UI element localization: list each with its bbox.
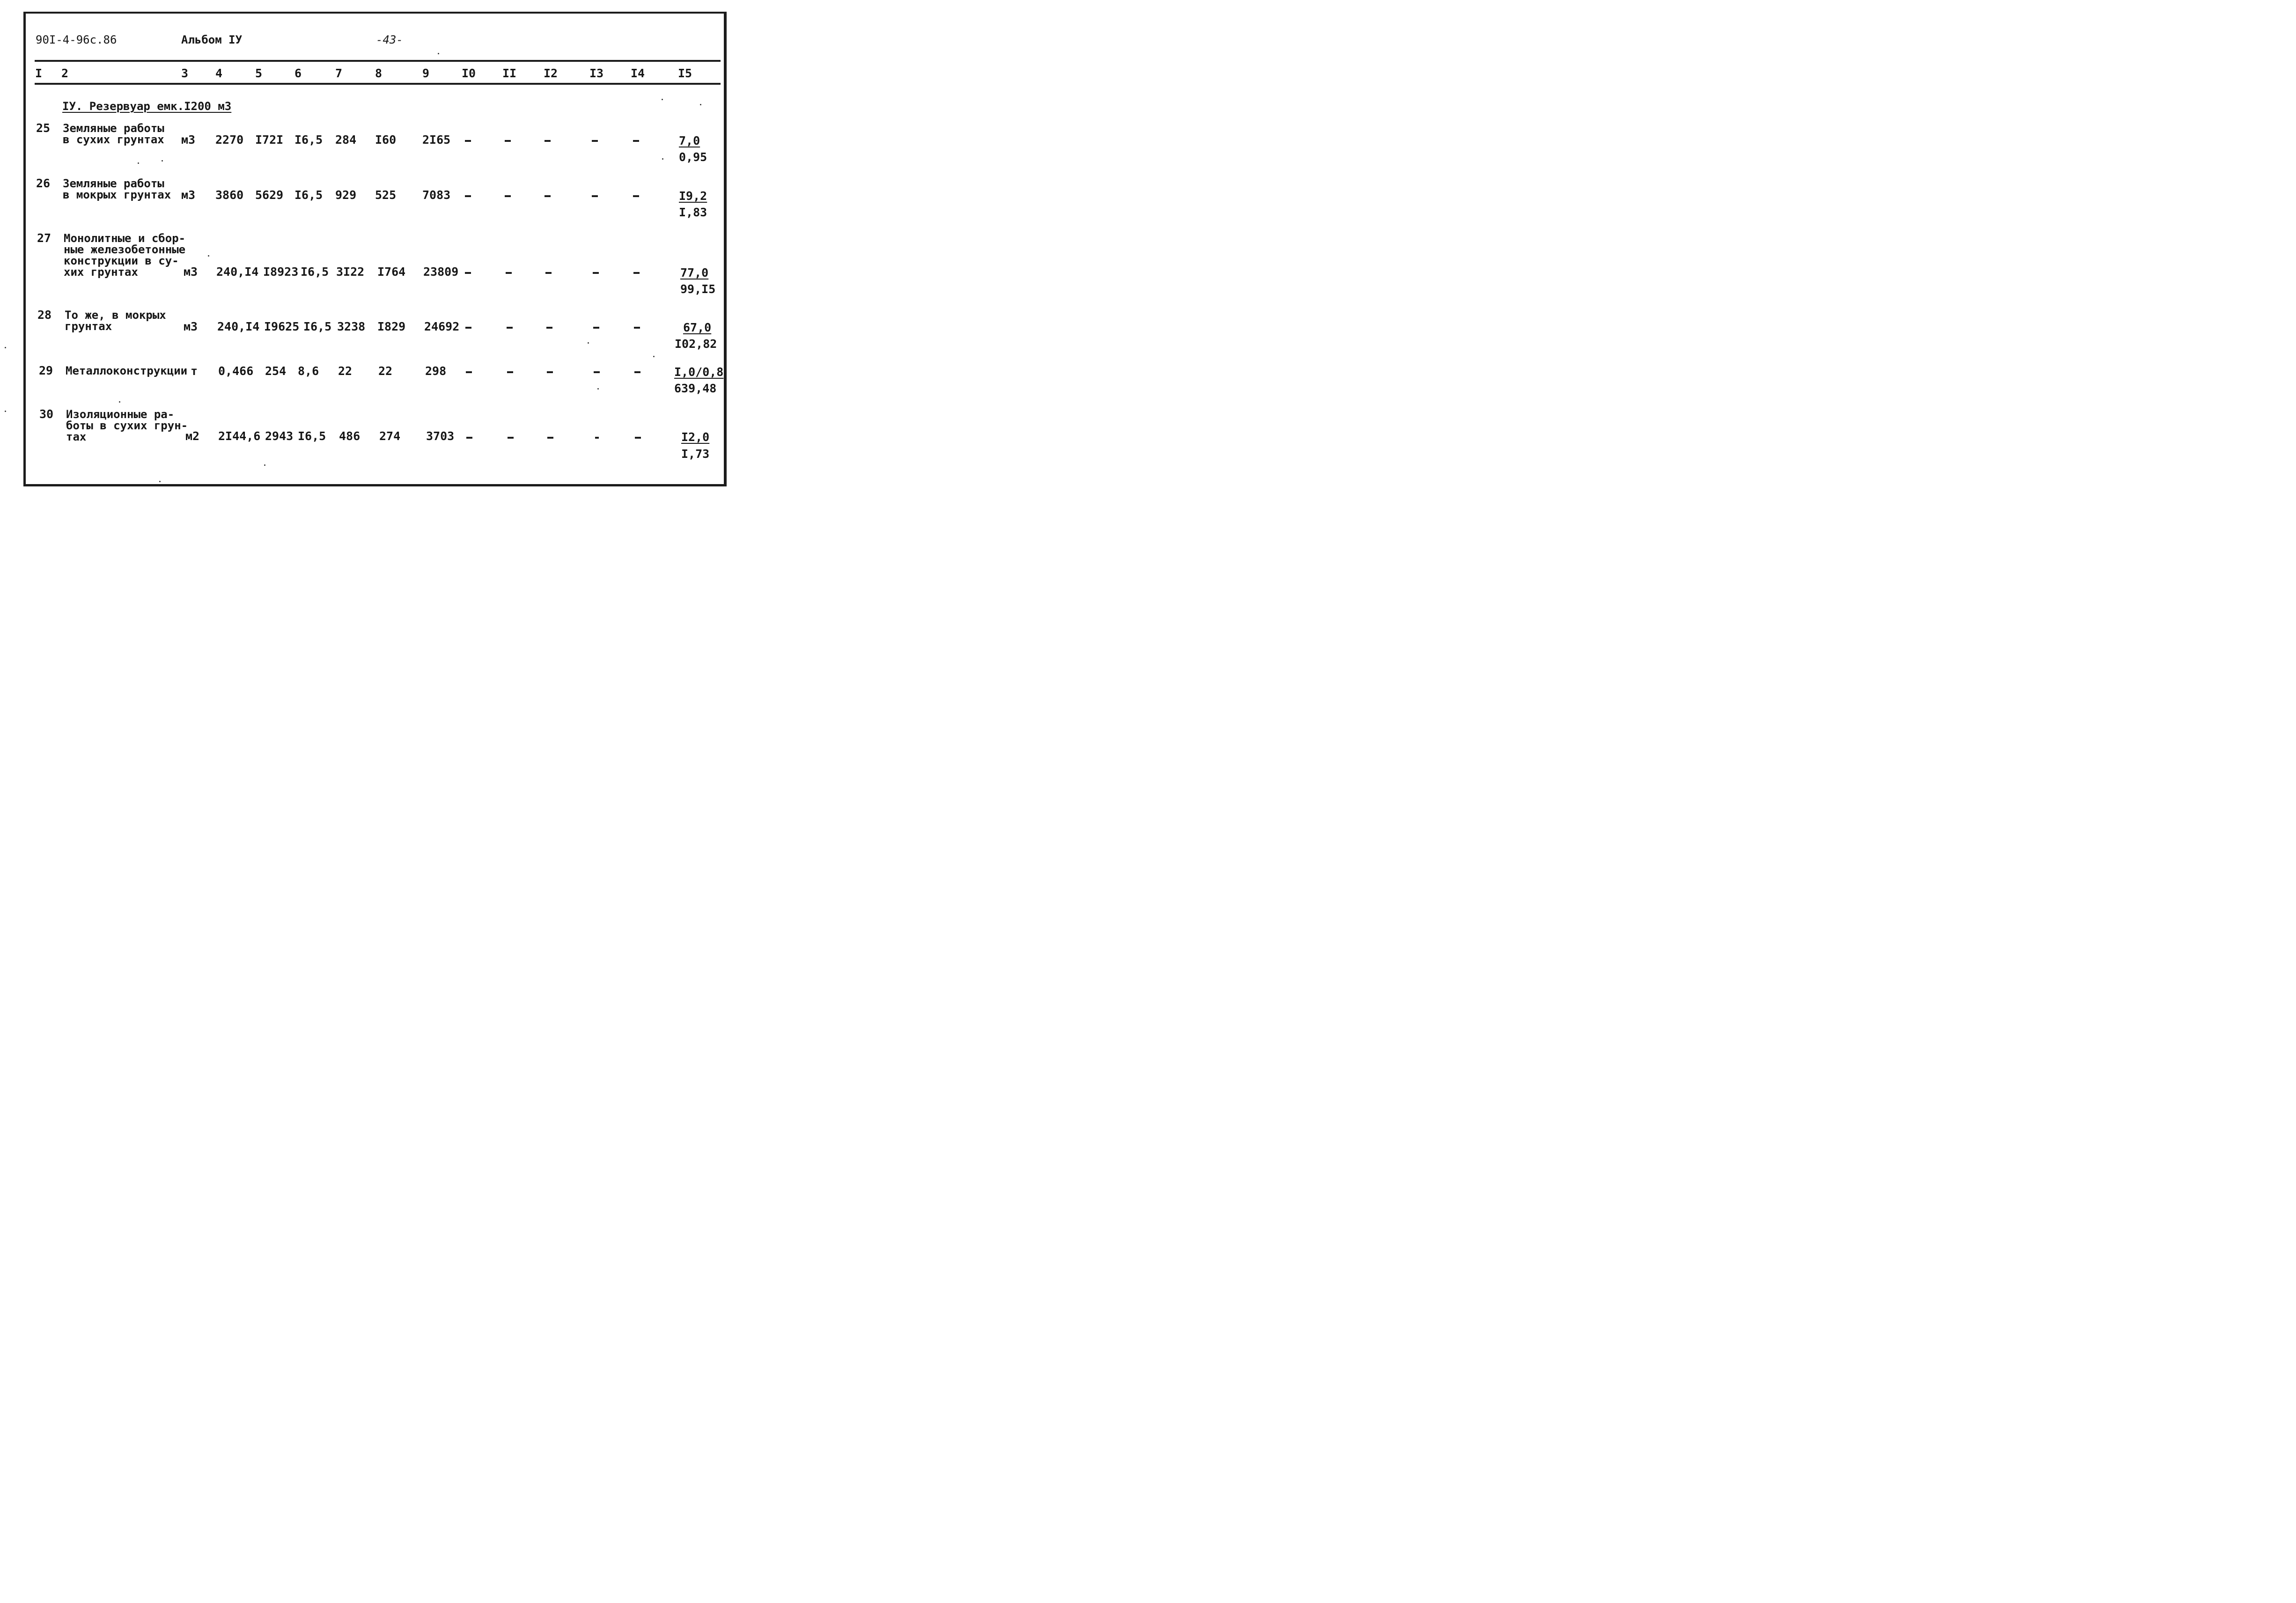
work-name-line: хих грунтах: [64, 265, 138, 279]
cell-col9: 298: [425, 364, 447, 378]
col15-bottom: I02,82: [675, 337, 717, 351]
cell-col8: 274: [379, 429, 401, 443]
unit: м3: [181, 188, 196, 202]
column-header: 7: [335, 66, 343, 80]
column-header: 5: [255, 66, 263, 80]
dash-col12: [545, 195, 551, 197]
dash-col10: [466, 437, 472, 439]
cell-col6: I6,5: [294, 133, 323, 147]
dash-col12: [546, 327, 552, 329]
cell-col7: 486: [339, 429, 361, 443]
unit: м3: [184, 265, 198, 279]
cell-col8: I829: [377, 320, 406, 333]
col15-bottom: 99,I5: [680, 282, 716, 296]
col15-bottom: 639,48: [674, 382, 717, 395]
cell-col6: I6,5: [303, 320, 332, 333]
col15-bottom: I,73: [681, 447, 710, 461]
column-header: II: [502, 66, 517, 80]
cell-col5: 5629: [255, 188, 284, 202]
dash-col14: [634, 371, 640, 373]
work-name-line: в мокрых грунтах: [63, 188, 171, 201]
cell-col9: 2I65: [422, 133, 451, 147]
work-name-line: Земляные работы: [63, 177, 164, 190]
unit: т: [191, 364, 198, 378]
cell-col9: 3703: [426, 429, 455, 443]
row-number: 30: [39, 407, 54, 421]
dash-col14: [635, 437, 641, 439]
scan-speck: [662, 158, 663, 160]
dash-col12: [547, 371, 553, 373]
work-name-line: Металлоконструкции: [66, 364, 188, 377]
cell-col8: 22: [378, 364, 393, 378]
doc-code: 90I-4-96с.86: [36, 33, 117, 46]
cell-col4: 240,I4: [216, 265, 259, 279]
header-rule-top: [35, 60, 721, 62]
dash-col13: [592, 195, 598, 197]
scan-speck: [162, 160, 163, 162]
col15-top: I,0/0,8: [674, 365, 724, 379]
cell-col6: I6,5: [301, 265, 329, 279]
col15-top: 7,0: [679, 134, 700, 147]
dash-col14: [634, 327, 640, 329]
column-header: I5: [678, 66, 692, 80]
cell-col9: 7083: [422, 188, 451, 202]
scan-speck: [264, 464, 265, 466]
cell-col8: I60: [375, 133, 397, 147]
cell-col4: 0,466: [218, 364, 254, 378]
row-number: 28: [37, 308, 52, 322]
scan-speck: [597, 388, 599, 390]
cell-col4: 2I44,6: [218, 429, 261, 443]
dash-col10: [465, 327, 471, 329]
scan-speck: [5, 411, 6, 412]
dash-col12: [547, 437, 553, 439]
dash-col10: [465, 272, 471, 274]
cell-col9: 24692: [424, 320, 460, 333]
cell-col7: 3238: [337, 320, 366, 333]
work-name-line: Земляные работы: [63, 122, 164, 135]
column-header: I0: [462, 66, 476, 80]
column-header: 3: [181, 66, 189, 80]
dash-col14: [633, 195, 639, 197]
cell-col4: 3860: [215, 188, 244, 202]
scan-speck: [588, 342, 589, 344]
column-header: I3: [589, 66, 604, 80]
dash-col11: [505, 140, 511, 142]
work-name-line: Изоляционные ра-: [66, 408, 175, 421]
dash-col11: [507, 327, 513, 329]
col15-bottom: I,83: [679, 206, 707, 219]
cell-col8: I764: [377, 265, 406, 279]
dash-col13: [593, 272, 599, 274]
dash-col10: [465, 140, 471, 142]
scan-speck: [438, 53, 439, 54]
work-name-line: То же, в мокрых: [65, 309, 166, 322]
cell-col7: 929: [335, 188, 357, 202]
col15-top: I2,0: [681, 430, 710, 444]
scan-speck: [138, 162, 139, 164]
column-header: 4: [215, 66, 223, 80]
cell-col6: I6,5: [298, 429, 326, 443]
work-name-line: ные железобетонные: [64, 243, 186, 256]
cell-col7: 3I22: [336, 265, 365, 279]
work-name-line: грунтах: [65, 320, 112, 333]
dash-col14: [633, 272, 640, 274]
dash-col11: [506, 272, 512, 274]
cell-col5: I8923: [263, 265, 299, 279]
unit: м3: [184, 320, 198, 333]
column-header: 8: [375, 66, 383, 80]
dash-col12: [545, 140, 551, 142]
cell-col6: 8,6: [298, 364, 319, 378]
cell-col9: 23809: [423, 265, 459, 279]
row-number: 29: [39, 364, 53, 377]
scan-speck: [208, 255, 209, 257]
col15-bottom: 0,95: [679, 150, 707, 164]
dash-col10: [466, 371, 472, 373]
dash-col13: [594, 371, 600, 373]
dash-col12: [545, 272, 552, 274]
dash-col13: [592, 140, 598, 142]
scan-speck: [159, 481, 161, 482]
cell-col5: 254: [265, 364, 287, 378]
cell-col5: 2943: [265, 429, 294, 443]
row-number: 27: [37, 231, 52, 245]
dash-col13: [595, 437, 599, 439]
scan-speck: [653, 356, 655, 357]
row-number: 25: [36, 121, 51, 135]
column-header: 2: [61, 66, 69, 80]
work-name-line: конструкции в су-: [64, 254, 179, 267]
dash-col11: [508, 437, 514, 439]
unit: м3: [181, 133, 196, 147]
section-title: IУ. Резервуар емк.I200 м3: [62, 100, 232, 113]
col15-top: 67,0: [683, 321, 712, 334]
cell-col8: 525: [375, 188, 397, 202]
column-header: I2: [544, 66, 558, 80]
header-rule-bottom: [35, 83, 721, 85]
column-header: 9: [422, 66, 430, 80]
column-header: I: [35, 66, 43, 80]
scan-speck: [700, 104, 701, 105]
cell-col7: 22: [338, 364, 353, 378]
cell-col7: 284: [335, 133, 357, 147]
scan-speck: [662, 99, 663, 100]
column-header: 6: [294, 66, 302, 80]
work-name-line: боты в сухих грун-: [66, 419, 188, 432]
cell-col4: 240,I4: [217, 320, 260, 333]
cell-col5: I72I: [255, 133, 284, 147]
dash-col14: [633, 140, 639, 142]
dash-col11: [507, 371, 513, 373]
dash-col13: [593, 327, 599, 329]
cell-col6: I6,5: [294, 188, 323, 202]
cell-col5: I9625: [264, 320, 300, 333]
scan-speck: [119, 401, 120, 403]
dash-col10: [465, 195, 471, 197]
work-name-line: тах: [66, 430, 87, 443]
work-name-line: в сухих грунтах: [63, 133, 164, 146]
cell-col4: 2270: [215, 133, 244, 147]
row-number: 26: [36, 176, 51, 190]
work-name-line: Монолитные и сбор-: [64, 232, 186, 245]
album-label: Альбом IУ: [181, 33, 243, 46]
page-number: -43-: [376, 33, 403, 46]
scan-speck: [5, 347, 6, 348]
column-header: I4: [631, 66, 645, 80]
col15-top: I9,2: [679, 189, 707, 203]
dash-col11: [505, 195, 511, 197]
unit: м2: [185, 429, 200, 443]
col15-top: 77,0: [680, 266, 709, 279]
